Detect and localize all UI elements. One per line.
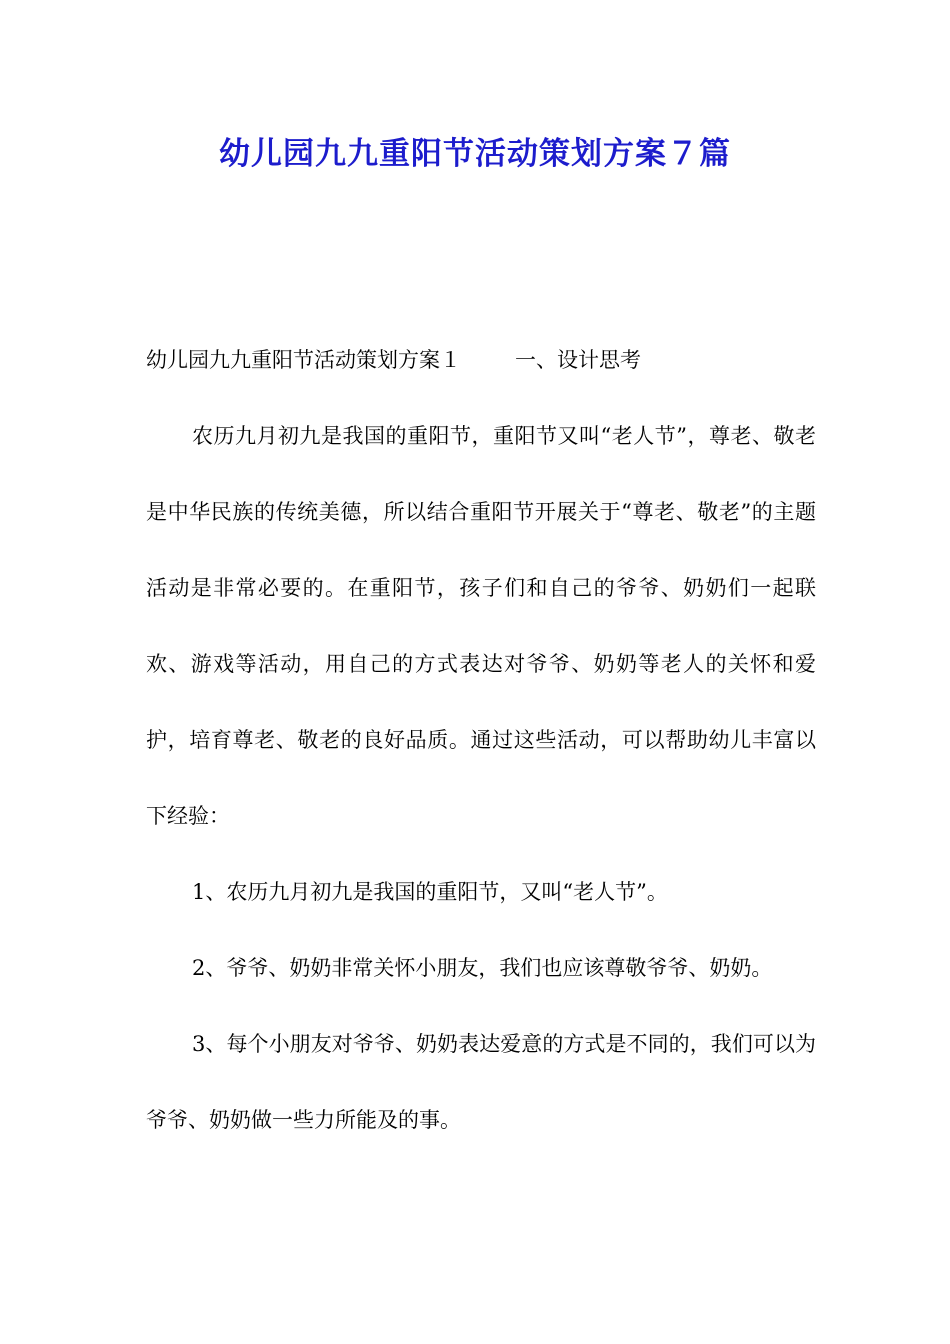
paragraph-point-1: 1、农历九月初九是我国的重阳节，又叫“老人节”。 (192, 880, 668, 904)
paragraph-intro: 农历九月初九是我国的重阳节，重阳节又叫“老人节”，尊老、敬老是中华民族的传统美德，所以结合重阳节开展关于“尊老、敬老”的主题活动是非常必要的。在重阳节，孩子们和自己的爷爷、奶奶们一起联欢、游戏等活动，用自己的方式表达对爷爷、奶奶等老人的关怀和爱护，培育尊老、敬老的良好品质。通过这些活动，可以帮助幼儿丰富以下经验： (146, 424, 816, 828)
document-title: 幼儿园九九重阳节活动策划方案７篇 (219, 136, 731, 172)
paragraph-point-2: 2、爷爷、奶奶非常关怀小朋友，我们也应该尊敬爷爷、奶奶。 (192, 956, 773, 980)
section-heading-line (146, 322, 816, 398)
paragraph-point-3: 3、每个小朋友对爷爷、奶奶表达爱意的方式是不同的，我们可以为爷爷、奶奶做一些力所能及的事。 (146, 1032, 816, 1132)
subheading: 一、设计思考 (515, 348, 641, 372)
document-body (146, 398, 816, 1158)
section-heading: 幼儿园九九重阳节活动策划方案１ (146, 348, 461, 372)
